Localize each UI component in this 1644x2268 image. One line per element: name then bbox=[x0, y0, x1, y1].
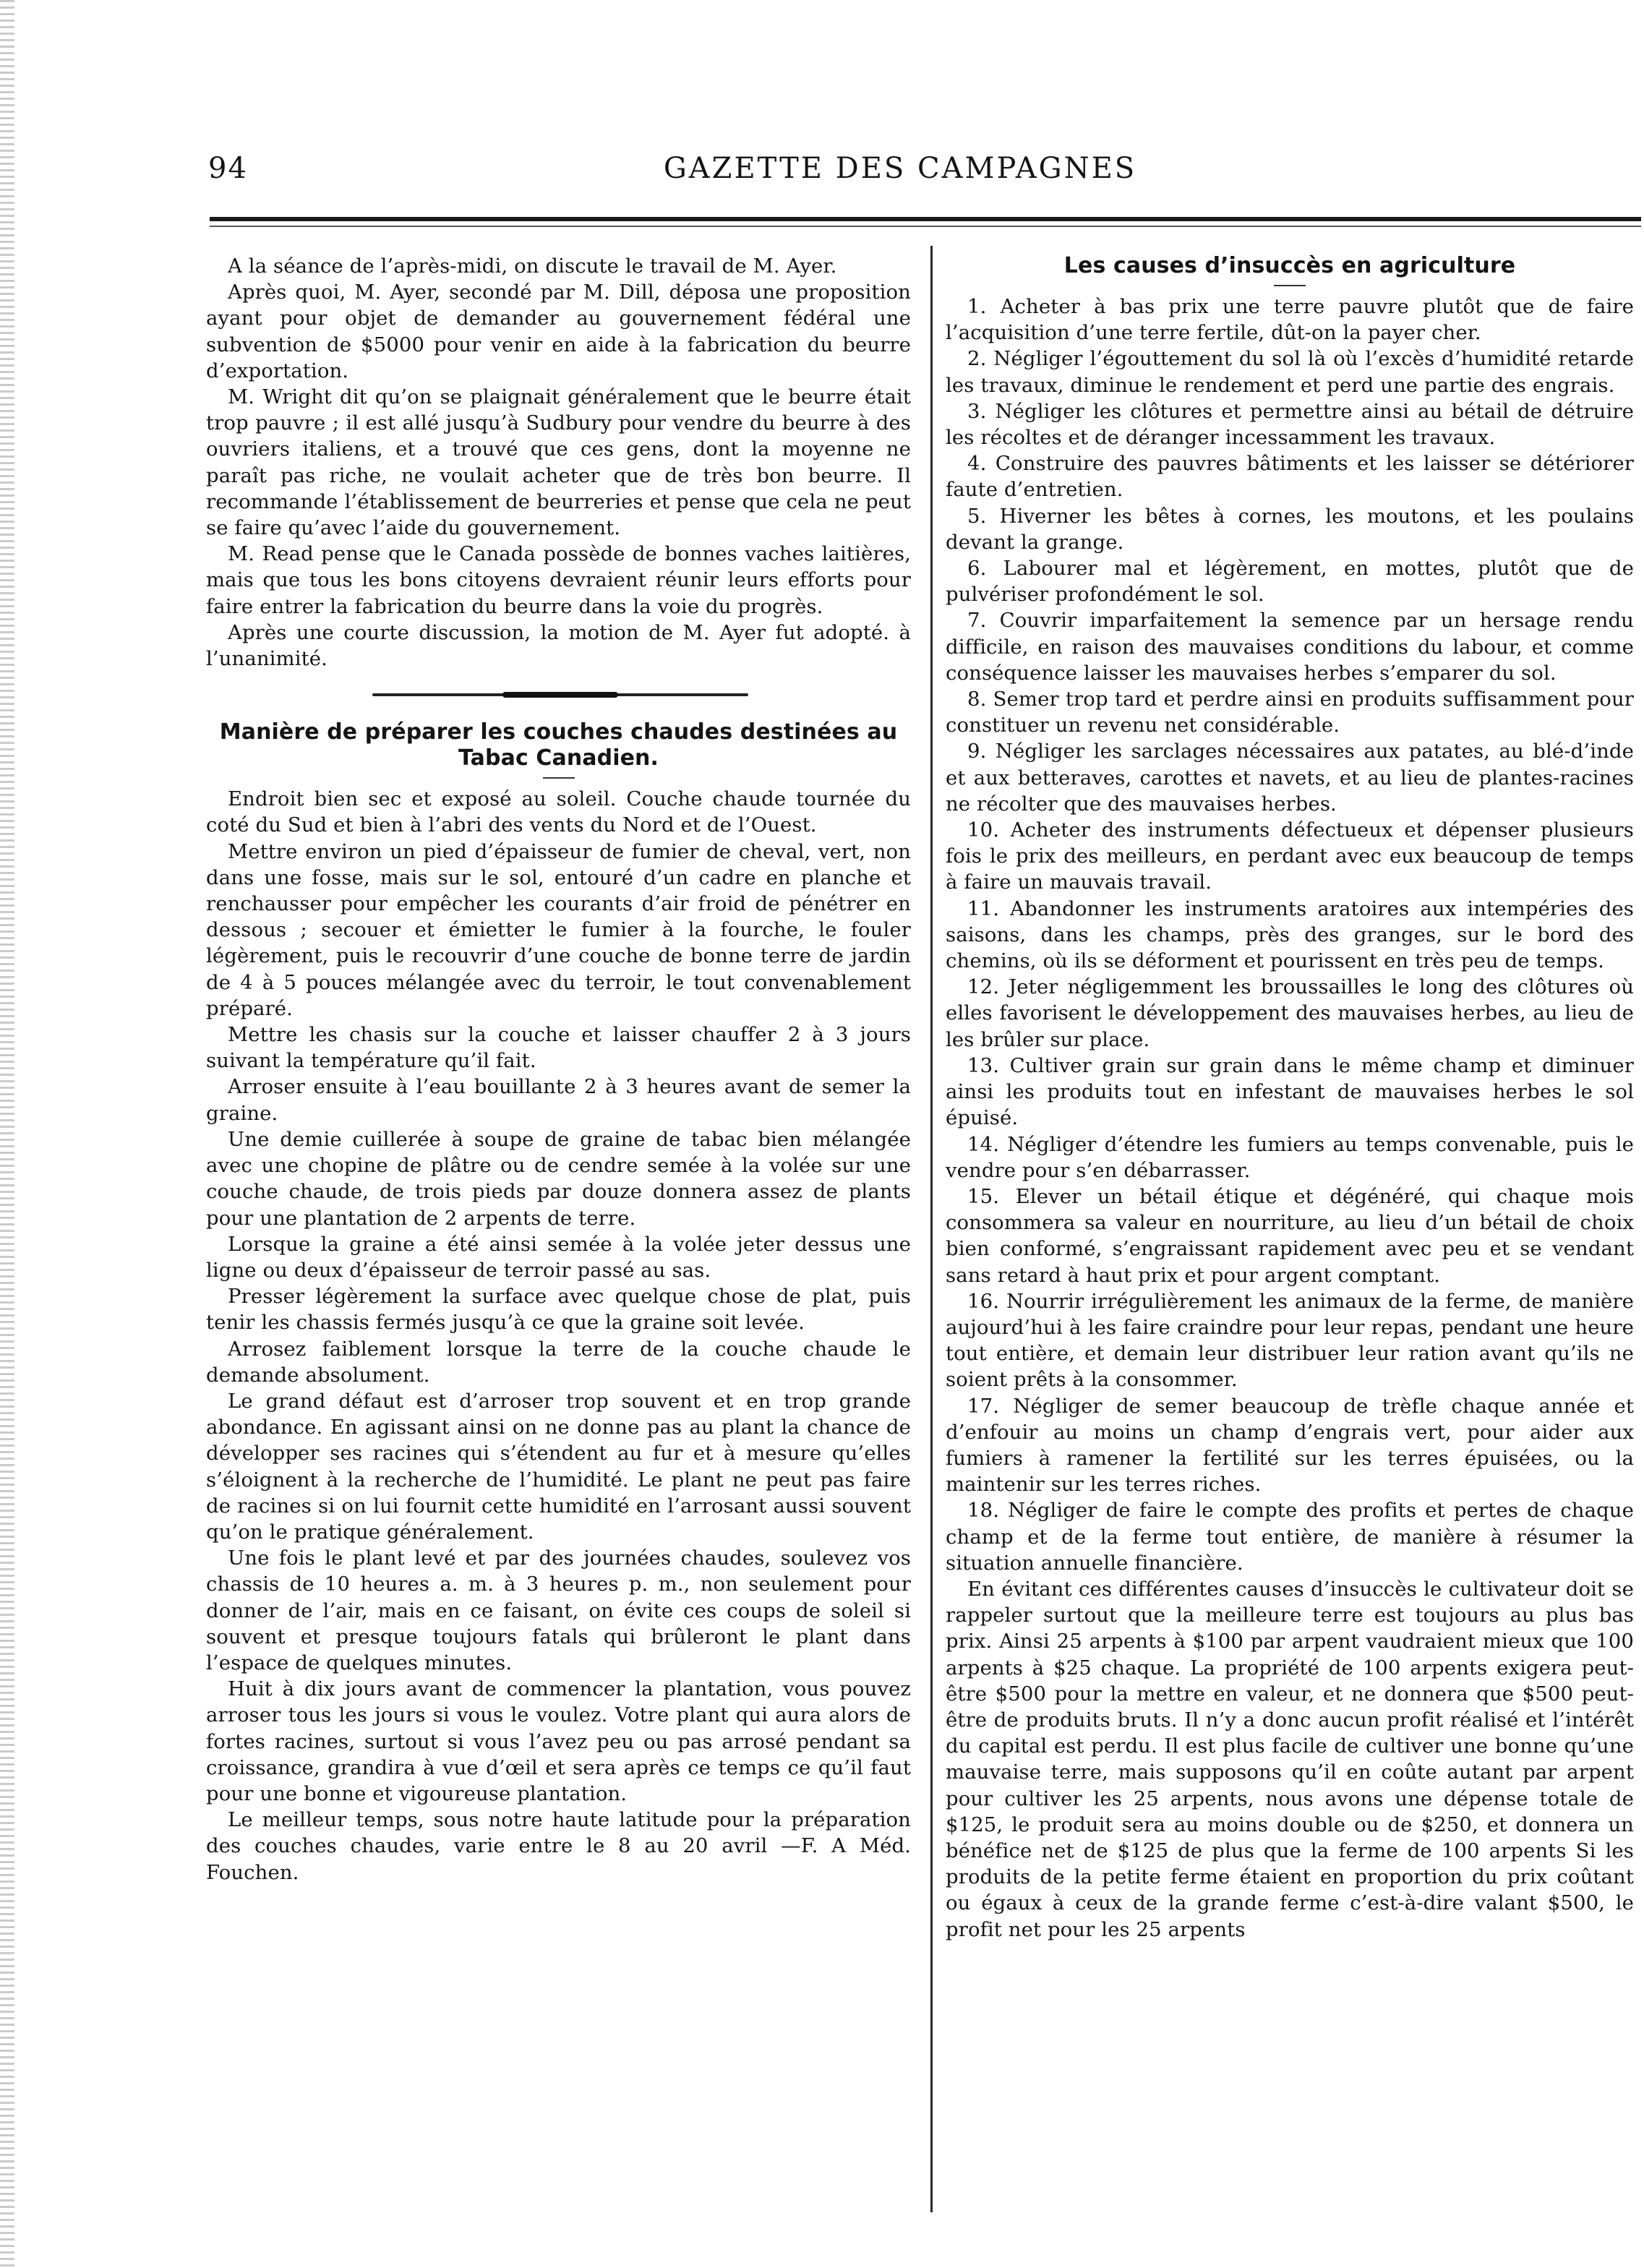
list-item: 4. Construire des pauvres bâtiments et les laisser se détériorer faute d’entretien. bbox=[946, 452, 1634, 502]
paragraph: M. Read pense que le Canada possède de bonnes vaches laitières, mais que tous les bons citoyens devraient réunir leurs efforts pour faire entrer la fabrication du beurre dans la voie du progrès. bbox=[206, 542, 911, 618]
article-title: Les causes d’insuccès en agriculture bbox=[1063, 253, 1516, 278]
paragraph: M. Wright dit qu’on se plaignait généralement que le beurre était trop pauvre ; il est allé jusqu’à Sudbury pour vendre du beurre à des ouvriers italiens, et a trouvé que ces gens, dont la moyenne ne paraît pas riche, ne voulait acheter que de très bon beurre. Il recommande l’établissement de beurreries et pense que cela ne peut se faire qu’avec l’aide du gouvernement. bbox=[206, 385, 911, 540]
list-item: 3. Négliger les clôtures et permettre ainsi au bétail de détruire les récoltes et de déranger incessamment les travaux. bbox=[946, 399, 1634, 450]
list-item: 7. Couvrir imparfaitement la semence par un hersage rendu difficile, en raison des mauvaises conditions du labour, et comme conséquence laisser les mauvaises herbes s’emparer du sol. bbox=[946, 609, 1634, 685]
list-item: 17. Négliger de semer beaucoup de trèfle chaque année et d’enfouir au moins un champ d’engrais vert, pour aider aux fumiers à ramener la fertilité sur les terres épuisées, ou la maintenir sur les terres riches. bbox=[946, 1394, 1634, 1497]
paragraph: Le grand défaut est d’arroser trop souvent et en trop grande abondance. En agissant ainsi on ne donne pas au plant la chance de développer ses racines qui s’étendent au fur et à mesure qu’elles s’éloignent à la recherche de l’humidité. Le plant ne peut pas faire de racines si on lui fournit cette humidité en l’arrosant aussi souvent qu’on le pratique généralement. bbox=[206, 1389, 911, 1544]
list-item: 6. Labourer mal et légèrement, en mottes, plutôt que de pulvériser profondément le sol. bbox=[946, 557, 1634, 607]
list-item: 11. Abandonner les instruments aratoires aux intempéries des saisons, dans les champs, près des granges, sur le bord des chemins, où ils se déforment et pourissent en très peu de temps. bbox=[946, 896, 1634, 973]
header-rule bbox=[210, 217, 1641, 221]
title-dash bbox=[543, 777, 575, 779]
list-item: 16. Nourrir irrégulièrement les animaux de la ferme, de manière aujourd’hui à les faire craindre pour leur repas, pendant une heure tout entière, et demain leur distribuer leur ration avant qu’ils ne soient prêts à la consommer. bbox=[946, 1289, 1634, 1392]
list-item: 14. Négliger d’étendre les fumiers au temps convenable, puis le vendre pour s’en débarrasser. bbox=[946, 1132, 1634, 1182]
list-item: 8. Semer trop tard et perdre ainsi en produits suffisamment pour constituer un revenu net considérable. bbox=[946, 688, 1634, 737]
list-item: 15. Elever un bétail étique et dégénéré, qui chaque mois consommera sa valeur en nourriture, au lieu d’un bétail de choix bien conformé, s’engraissant rapidement avec peu et se vendant sans retard à haut prix et pour argent comptant. bbox=[946, 1184, 1634, 1287]
list-item: 18. Négliger de faire le compte des profits et pertes de chaque champ et de la ferme tout entière, de manière à résumer la situation annuelle financière. bbox=[946, 1499, 1634, 1575]
list-item: 10. Acheter des instruments défectueux et dépenser plusieurs fois le prix des meilleurs, en perdant avec eux beaucoup de temps à faire un mauvais travail. bbox=[946, 818, 1634, 894]
section-separator bbox=[206, 672, 911, 719]
paragraph: Endroit bien sec et exposé au soleil. Couche chaude tournée du coté du Sud et bien à l’abri des vents du Nord et de l’Ouest. bbox=[206, 787, 911, 837]
list-item: 2. Négliger l’égouttement du sol là où l’excès d’humidité retarde les travaux, diminue le rendement et perd une partie des engrais. bbox=[946, 347, 1634, 397]
paragraph: En évitant ces différentes causes d’insuccès le cultivateur doit se rappeler surtout que la meilleure terre est toujours au plus bas prix. Ainsi 25 arpents à $100 par arpent vaudraient mieux que 100 arpents à $25 chaque. La propriété de 100 arpents exigera peut-être $500 pour la mettre en valeur, et ne donnera que $500 peut-être de produits bruts. Il n’y a donc aucun profit réalisé et l’intérêt du capital est perdu. Il est plus facile de cultiver une bonne qu’une mauvaise terre, mais supposons qu’il en coûte autant par arpent pour cultiver les 25 arpents, nous avons une dépense totale de $125, le produit sera au moins double ou de $250, et donnera un bénéfice net de $125 de plus que la ferme de 100 arpents Si les produits de la petite ferme étaient en proportion du prix coûtant ou égaux à ceux de la grande ferme c’est-à-dire valant $500, le profit net pour les 25 arpents bbox=[946, 1577, 1634, 1941]
paragraph: Mettre les chasis sur la couche et laisser chauffer 2 à 3 jours suivant la température qu’il fait. bbox=[206, 1023, 911, 1073]
paragraph: A la séance de l’après-midi, on discute le travail de M. Ayer. bbox=[228, 254, 837, 278]
page-number: 94 bbox=[208, 152, 248, 185]
list-item: 1. Acheter à bas prix une terre pauvre plutôt que de faire l’acquisition d’une terre fertile, dût-on la payer cher. bbox=[946, 295, 1634, 345]
separator-ornament bbox=[502, 692, 618, 698]
list-item: 5. Hiverner les bêtes à cornes, les moutons, et les poulains devant la grange. bbox=[946, 504, 1634, 554]
paragraph: Arrosez faiblement lorsque la terre de la couche chaude le demande absolument. bbox=[206, 1337, 911, 1387]
paragraph: Après une courte discussion, la motion de M. Ayer fut adopté. à l’unanimité. bbox=[206, 620, 911, 671]
paragraph: Une demie cuillerée à soupe de graine de tabac bien mélangée avec une chopine de plâtre ou de cendre semée à la volée sur une couche chaude, de trois pieds par douze donnera assez de plants pour une plantation de 2 arpents de terre. bbox=[206, 1127, 911, 1230]
right-column bbox=[946, 253, 1634, 1943]
list-item: 13. Cultiver grain sur grain dans le même champ et diminuer ainsi les produits tout en infestant de mauvaises herbes le sol épuisé. bbox=[946, 1053, 1634, 1130]
running-head: GAZETTE DES CAMPAGNES bbox=[663, 152, 1137, 185]
title-dash bbox=[1274, 285, 1306, 286]
header-rule-thin bbox=[210, 226, 1641, 227]
list-item: 9. Négliger les sarclages nécessaires aux patates, au blé-d’inde et aux betteraves, carottes et navets, et au lieu de plantes-racines ne récolter que des mauvaises herbes. bbox=[946, 740, 1634, 816]
paragraph: Après quoi, M. Ayer, secondé par M. Dill, déposa une proposition ayant pour objet de demander au gouvernement fédéral une subvention de $5000 pour venir en aide à la fabrication du beurre d’exportation. bbox=[206, 281, 911, 382]
paragraph: Mettre environ un pied d’épaisseur de fumier de cheval, vert, non dans une fosse, mais sur le sol, entouré d’un cadre en planche et renchausser pour empêcher les courants d’air froid de pénétrer en dessous ; secouer et émietter le fumier à la fourche, le fouler légèrement, puis le recouvrir d’une couche de bonne terre de jardin de 4 à 5 pouces mélangée avec du terroir, le tout convenablement préparé. bbox=[206, 839, 911, 1020]
page-header bbox=[202, 145, 1598, 195]
left-column bbox=[206, 253, 911, 1886]
paragraph: Une fois le plant levé et par des journées chaudes, soulevez vos chassis de 10 heures a. m. à 3 heures p. m., non seulement pour donner de l’air, mais en ce faisant, on évite ces coups de soleil si souvent et presque toujours fatals qui brûleront le plant dans l’espace de quelques minutes. bbox=[206, 1546, 911, 1674]
paragraph: Le meilleur temps, sous notre haute latitude pour la préparation des couches chaudes, varie entre le 8 au 20 avril —F. A Méd. Fouchen. bbox=[206, 1808, 911, 1884]
scan-edge-noise bbox=[0, 0, 14, 2268]
article-title: Manière de préparer les couches chaudes destinées au Tabac Canadien. bbox=[219, 719, 898, 771]
paragraph: Lorsque la graine a été ainsi semée à la volée jeter dessus une ligne ou deux d’épaisseur de terroir passé au sas. bbox=[206, 1232, 911, 1282]
paragraph: Presser légèrement la surface avec quelque chose de plat, puis tenir les chassis fermés jusqu’à ce que la graine soit levée. bbox=[206, 1285, 911, 1335]
list-item: 12. Jeter négligemment les broussailles le long des clôtures où elles favorisent le développement des mauvaises herbes, au lieu de les brûler sur place. bbox=[946, 975, 1634, 1051]
column-divider bbox=[930, 246, 933, 2212]
paragraph: Arroser ensuite à l’eau bouillante 2 à 3 heures avant de semer la graine. bbox=[206, 1075, 911, 1125]
paragraph: Huit à dix jours avant de commencer la plantation, vous pouvez arroser tous les jours si vous le voulez. Votre plant qui aura alors de fortes racines, surtout si vous l’avez peu ou pas arrosé pendant sa croissance, grandira à vue d’œil et sera après ce temps ce qu’il faut pour une bonne et vigoureuse plantation. bbox=[206, 1677, 911, 1805]
